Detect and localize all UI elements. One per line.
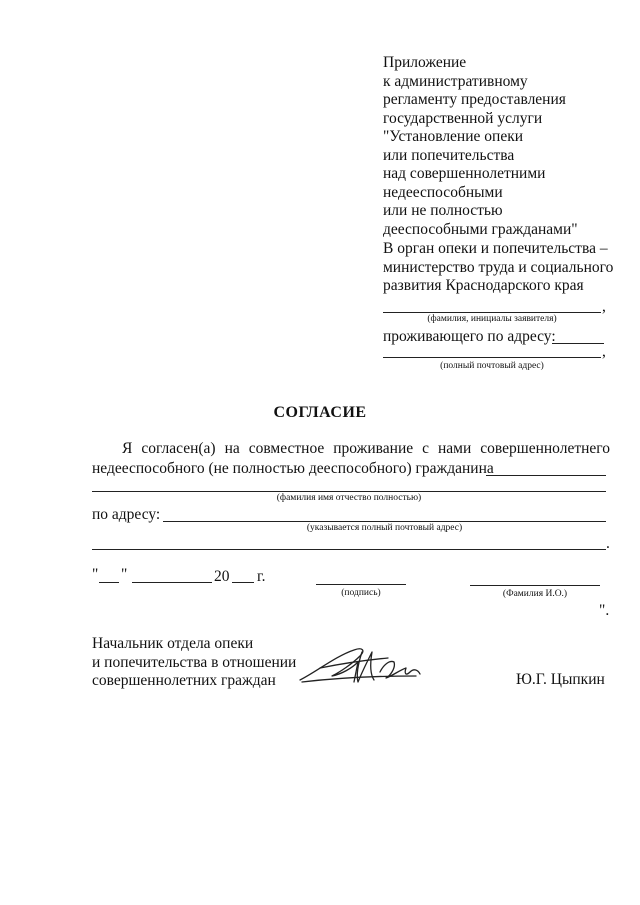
residing-address-caption: (полный почтовый адрес)	[440, 361, 544, 371]
date-quote-close: "	[121, 566, 128, 583]
signature-caption: (подпись)	[341, 588, 381, 598]
citizen-name-blank-short[interactable]	[486, 475, 606, 476]
appendix-line: или не полностью	[383, 202, 503, 219]
name-caption: (Фамилия И.О.)	[502, 589, 568, 599]
address-label: по адресу:	[92, 506, 161, 523]
appendix-line: регламенту предоставления	[383, 91, 566, 108]
appendix-line: Приложение	[383, 54, 467, 71]
residing-label: проживающего по адресу:	[383, 328, 556, 345]
signatory-position	[92, 635, 296, 691]
name-blank[interactable]	[470, 585, 600, 586]
date-day-blank[interactable]	[99, 582, 119, 583]
appendix-line: или попечительства	[383, 146, 515, 164]
appendix-line: дееспособными гражданами"	[383, 220, 578, 238]
appendix-line: государственной услуги	[383, 109, 543, 127]
address-end-dot: .	[606, 535, 610, 552]
citizen-name-caption: (фамилия имя отчество полностью)	[276, 493, 422, 503]
date-year-suffix: г.	[257, 568, 266, 585]
residing-address-blank[interactable]	[383, 357, 601, 358]
citizen-address-caption: (указывается полный почтовый адрес)	[306, 523, 463, 533]
citizen-address-blank[interactable]	[163, 521, 606, 522]
signatory-position-line: и попечительства в отношении	[92, 653, 297, 671]
addressee-line: В орган опеки и попечительства –	[383, 240, 608, 257]
addressee-line: министерство труда и социального	[383, 258, 614, 276]
appendix-line: недееспособными	[383, 183, 503, 201]
handwritten-signature	[296, 642, 436, 690]
body-line-1: Я согласен(а) на совместное проживание с нами совершеннолетнего	[122, 440, 610, 457]
appendix-line: "Установление опеки	[383, 128, 524, 145]
applicant-name-blank[interactable]	[383, 312, 601, 313]
appendix-line: над совершеннолетними	[383, 165, 546, 182]
document-title: СОГЛАСИЕ	[273, 404, 367, 421]
applicant-name-comma: ,	[602, 298, 606, 315]
date-year-prefix: 20	[214, 568, 230, 585]
date-year-blank[interactable]	[232, 582, 254, 583]
date-month-blank[interactable]	[132, 582, 212, 583]
signatory-position-line: Начальник отдела опеки	[92, 635, 254, 652]
date-quote-open: "	[92, 566, 99, 583]
body-line-2: недееспособного (не полностью дееспособного) гражданина	[92, 460, 494, 477]
appendix-line: к административному	[383, 72, 528, 90]
appendix-block	[383, 54, 623, 239]
citizen-name-blank[interactable]	[92, 491, 606, 492]
signature-blank[interactable]	[316, 584, 406, 585]
addressee-block	[383, 240, 633, 296]
signer-name: Ю.Г. Цыпкин	[516, 671, 605, 688]
addressee-line: развития Краснодарского края	[383, 277, 584, 294]
applicant-name-caption: (фамилия, инициалы заявителя)	[427, 314, 557, 324]
residing-address-blank-short[interactable]	[552, 343, 604, 344]
closing-quote: ".	[599, 602, 610, 619]
residing-address-comma: ,	[602, 343, 606, 360]
signatory-position-line: совершеннолетних граждан	[92, 672, 276, 689]
citizen-address-blank-2[interactable]	[92, 549, 606, 550]
